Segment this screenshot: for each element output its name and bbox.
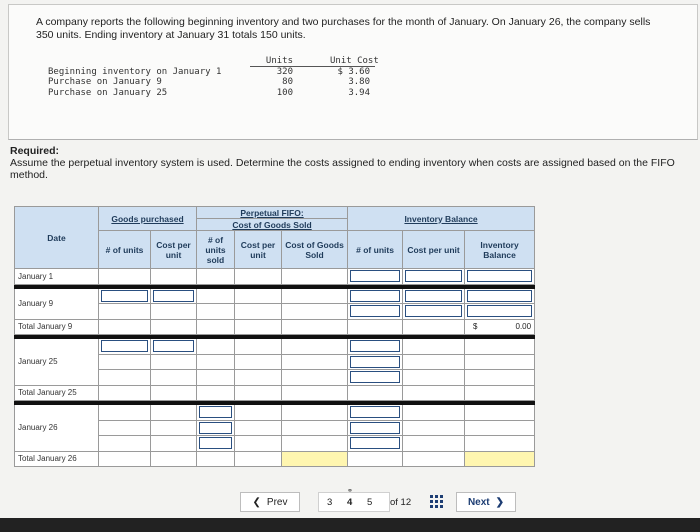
row-label-jan26: January 26	[15, 405, 99, 452]
next-button[interactable]: Next ❯	[456, 492, 516, 512]
col-cost-per-unit-header: Cost per unit	[151, 231, 197, 269]
bottom-bar	[0, 518, 700, 532]
grid-view-icon[interactable]	[430, 495, 443, 508]
jan25-bal-units-input-1[interactable]	[350, 340, 400, 352]
link-icon: ⚭	[347, 488, 353, 495]
table-row	[15, 319, 535, 335]
total-jan26-balance-cell[interactable]	[465, 451, 535, 467]
perpetual-fifo-title: Perpetual FIFO:	[197, 207, 348, 219]
table-row	[15, 405, 535, 421]
jan1-bal-units-input[interactable]	[350, 270, 400, 282]
jan25-cost-input[interactable]	[153, 340, 194, 352]
goods-purchased-header: Goods purchased	[99, 207, 197, 231]
col-cogs-cost-per-unit-header: Cost per unit	[235, 231, 282, 269]
fifo-worksheet	[14, 206, 534, 467]
col-bal-inv-header: Inventory Balance	[465, 231, 535, 269]
page-link-3[interactable]: 3	[327, 497, 333, 508]
jan1-bal-cost-input[interactable]	[405, 270, 462, 282]
jan9-bal-inv-input-2[interactable]	[467, 305, 532, 317]
chevron-left-icon: ❮	[252, 496, 261, 508]
col-cogs-header: Cost of Goods Sold	[282, 231, 348, 269]
jan9-units-input[interactable]	[101, 290, 148, 302]
jan25-bal-units-input-2[interactable]	[350, 356, 400, 368]
table-row	[15, 288, 535, 304]
jan26-units-sold-input-2[interactable]	[199, 422, 232, 434]
table-row	[15, 451, 535, 467]
jan9-bal-cost-input-1[interactable]	[405, 290, 462, 302]
jan9-bal-units-input-1[interactable]	[350, 290, 400, 302]
problem-text: A company reports the following beginning inventory and two purchases for the month of January. On January 26, the company sells 350 units. Ending inventory at January 31 totals 150 units.	[36, 16, 651, 41]
header-units: Units	[265, 56, 293, 66]
jan9-bal-inv-input-1[interactable]	[467, 290, 532, 302]
row-label-total-jan26: Total January 26	[15, 451, 99, 467]
table-row	[15, 385, 535, 401]
required-section	[10, 145, 690, 181]
jan25-bal-units-input-3[interactable]	[350, 371, 400, 383]
row-label-total-jan9: Total January 9	[15, 319, 99, 335]
prev-button[interactable]: ❮ Prev	[240, 492, 300, 512]
page-selector	[318, 488, 390, 512]
required-heading: Required:	[10, 145, 60, 157]
jan25-units-input[interactable]	[101, 340, 148, 352]
required-text: Assume the perpetual inventory system is used. Determine the costs assigned to ending inventory when costs are assigned based on the FIFO method.	[10, 157, 675, 181]
jan26-bal-units-input-2[interactable]	[350, 422, 400, 434]
jan26-bal-units-input-3[interactable]	[350, 437, 400, 449]
col-date-header: Date	[15, 207, 99, 269]
jan26-units-sold-input-3[interactable]	[199, 437, 232, 449]
col-bal-units-header: # of units	[348, 231, 403, 269]
table-row	[15, 339, 535, 355]
col-units-header: # of units	[99, 231, 151, 269]
page-link-4[interactable]: 4	[347, 497, 353, 508]
jan9-cost-input[interactable]	[153, 290, 194, 302]
jan26-units-sold-input-1[interactable]	[199, 406, 232, 418]
total-jan26-cogs-cell[interactable]	[282, 451, 348, 467]
jan26-bal-units-input-1[interactable]	[350, 406, 400, 418]
row-label-jan1: January 1	[15, 269, 99, 285]
row-label-jan9: January 9	[15, 288, 99, 319]
page-count: of 12	[390, 497, 412, 508]
jan9-bal-units-input-2[interactable]	[350, 305, 400, 317]
inventory-balance-header: Inventory Balance	[348, 207, 535, 231]
col-bal-cost-header: Cost per unit	[403, 231, 465, 269]
chevron-right-icon: ❯	[495, 496, 505, 508]
row-label-jan25: January 25	[15, 339, 99, 386]
jan9-bal-cost-input-2[interactable]	[405, 305, 462, 317]
total-jan9-balance: $ 0.00	[473, 322, 532, 332]
row-label-total-jan25: Total January 25	[15, 385, 99, 401]
page-link-5[interactable]: 5	[367, 497, 373, 508]
table-row	[15, 269, 535, 285]
cogs-group-header: Cost of Goods Sold	[197, 219, 348, 231]
pagination-bar	[230, 488, 530, 514]
col-units-sold-header: # of units sold	[197, 231, 235, 269]
jan1-bal-inv-input[interactable]	[467, 270, 532, 282]
header-unit-cost: Unit Cost	[330, 56, 379, 66]
